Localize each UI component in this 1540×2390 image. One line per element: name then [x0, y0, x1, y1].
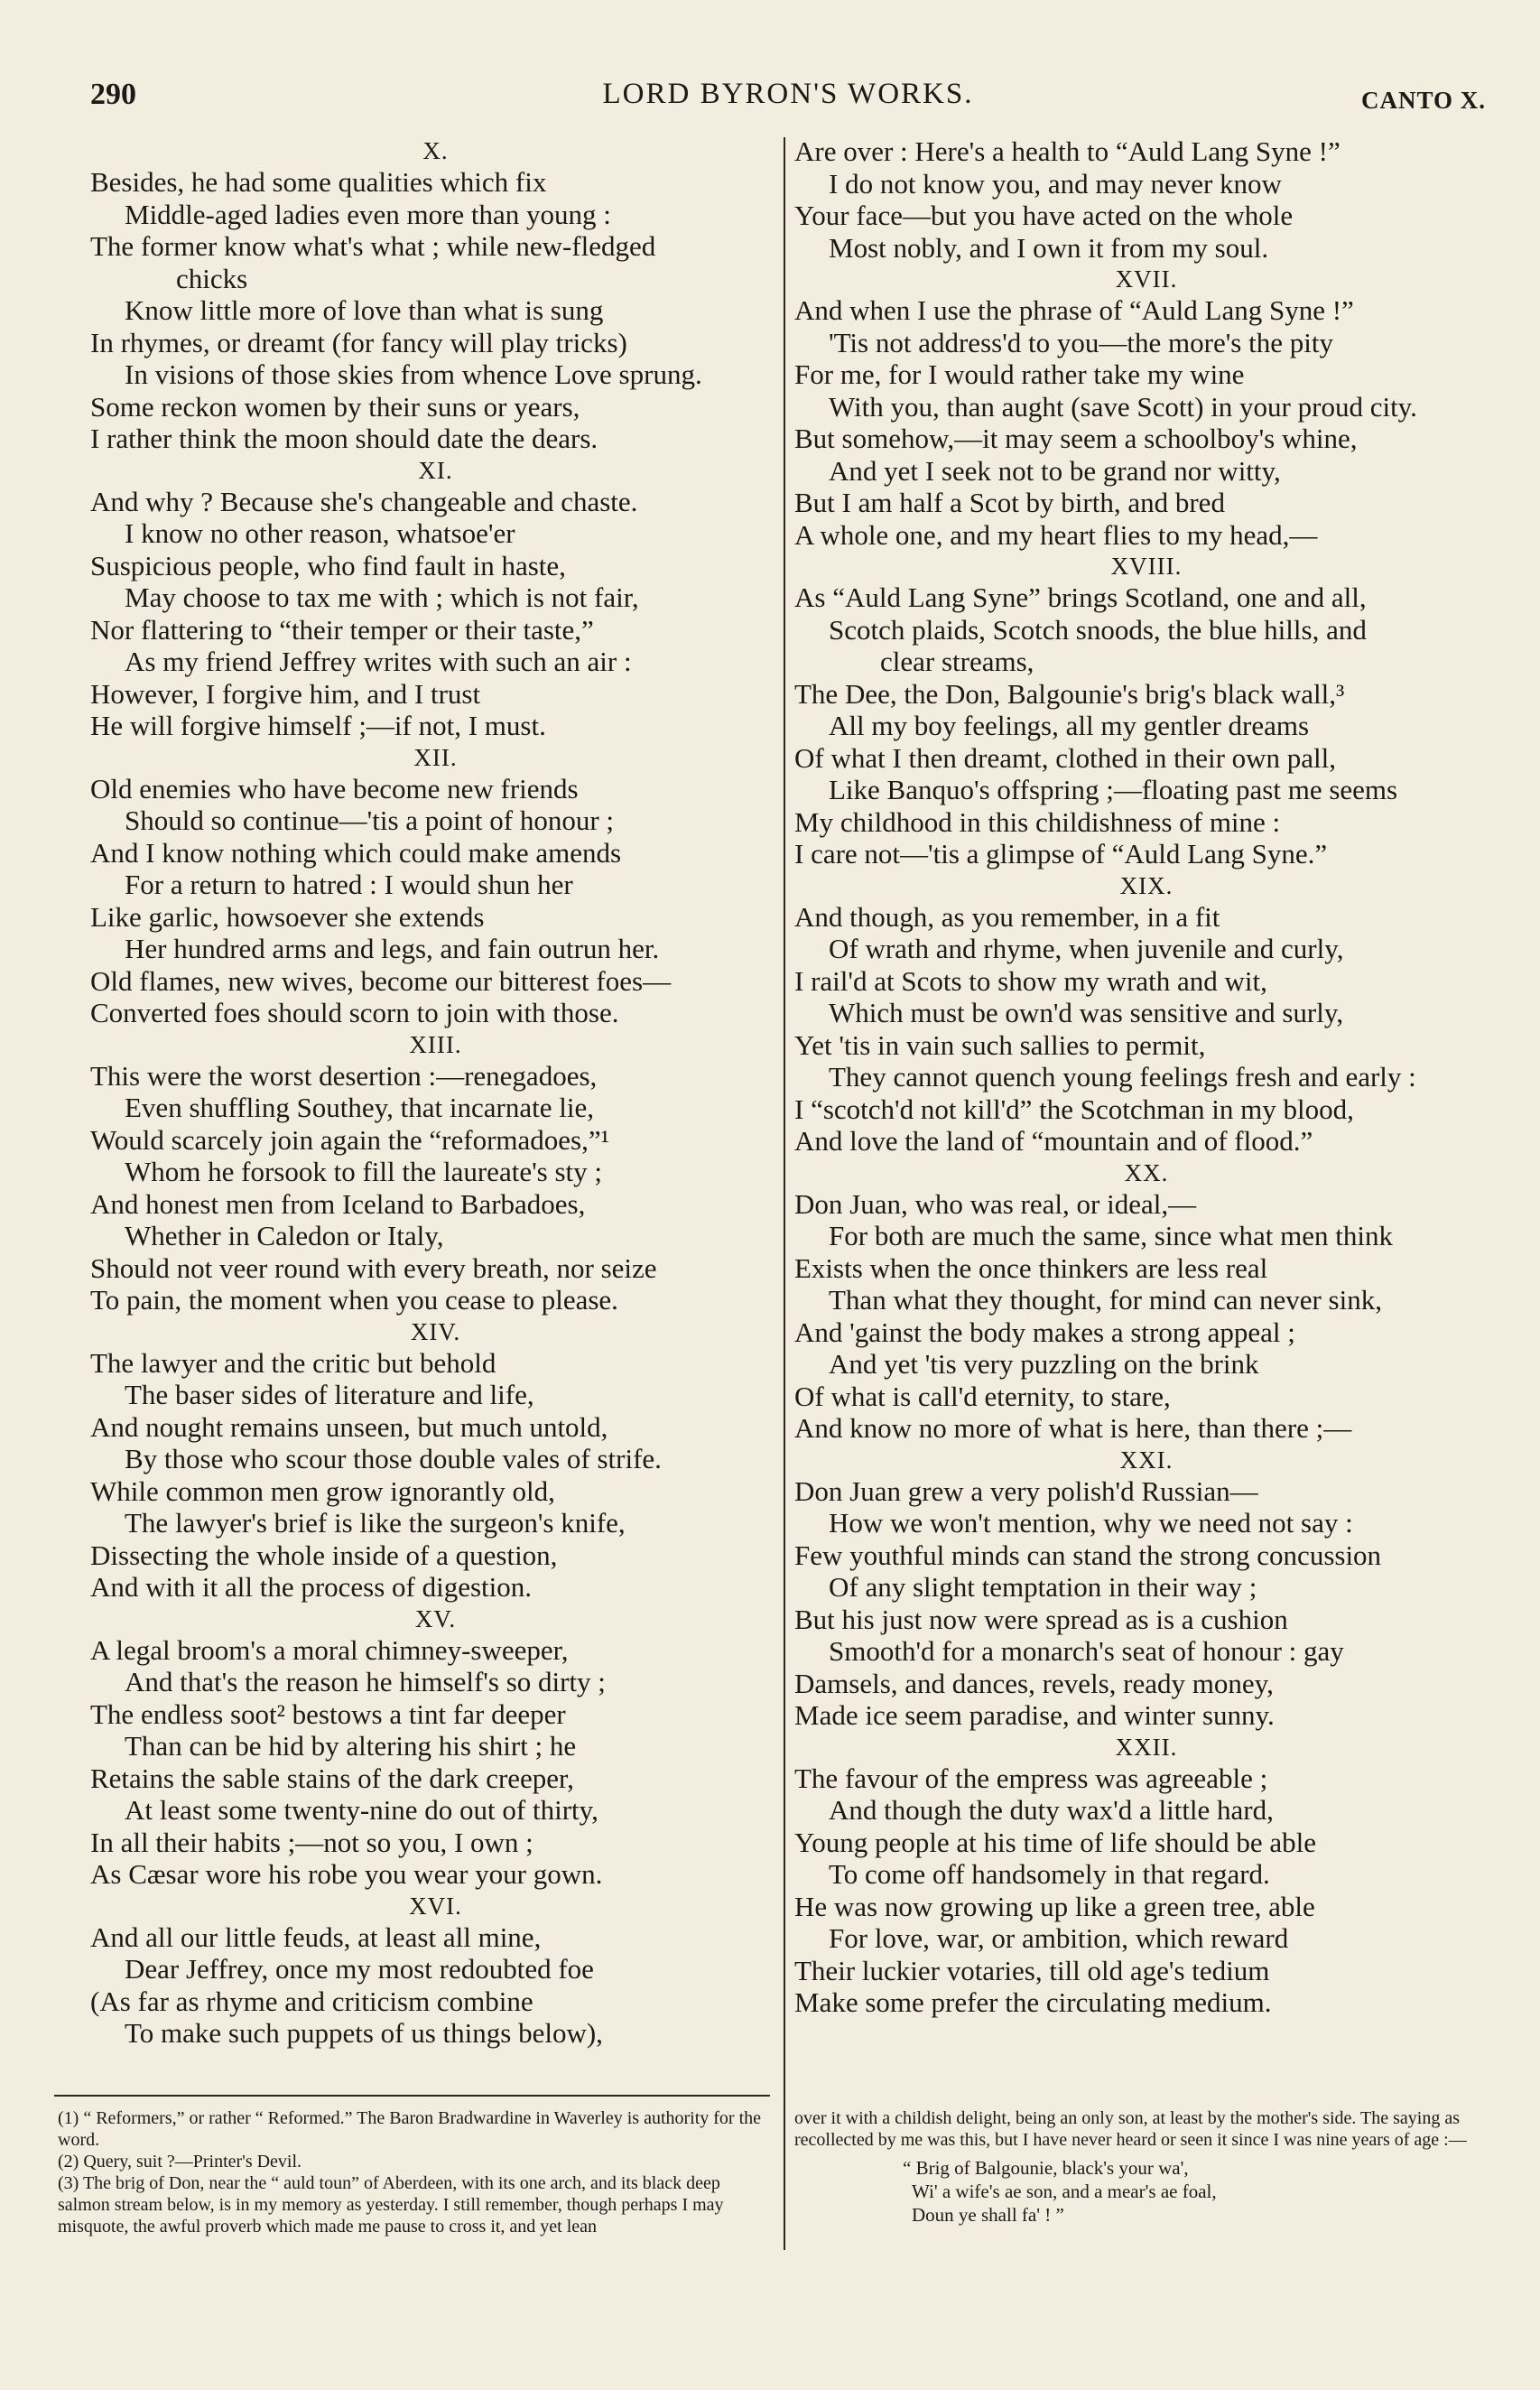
footnotes-right: [794, 2107, 1508, 2227]
verse-line: Which must be own'd was sensitive and surly,: [829, 997, 1344, 1028]
verse-line: Yet 'tis in vain such sallies to permit,: [794, 1028, 1206, 1061]
verse-line: (As far as rhyme and criticism combine: [90, 1985, 533, 2017]
verse-line: Of any slight temptation in their way ;: [829, 1571, 1257, 1603]
stanza-number: XVIII.: [1110, 553, 1183, 580]
verse-line: A legal broom's a moral chimney-sweeper,: [90, 1633, 569, 1666]
verse-line: Made ice seem paradise, and winter sunny.: [794, 1699, 1275, 1731]
stanza-number: XX.: [1124, 1158, 1169, 1186]
verse-line: And yet 'tis very puzzling on the brink: [829, 1348, 1259, 1380]
verse-line: To come off handsomely in that regard.: [829, 1858, 1270, 1890]
verse-line: And why ? Because she's changeable and chaste.: [90, 485, 638, 517]
verse-line: But his just now were spread as is a cushion: [794, 1603, 1288, 1635]
verse-line: Whether in Caledon or Italy,: [125, 1220, 444, 1251]
verse-line: Whom he forsook to fill the laureate's sty ;: [125, 1156, 603, 1187]
verse-line: I “scotch'd not kill'd” the Scotchman in my blood,: [794, 1093, 1354, 1125]
verse-line: As “Auld Lang Syne” brings Scotland, one and all,: [794, 581, 1367, 613]
verse-line: Don Juan grew a very polish'd Russian—: [794, 1474, 1258, 1507]
verse-line: In rhymes, or dreamt (for fancy will play tricks): [90, 326, 627, 358]
verse-line: As my friend Jeffrey writes with such an air :: [125, 646, 632, 677]
verse-line: 'Tis not address'd to you—the more's the pity: [829, 326, 1333, 358]
verse-line: To make such puppets of us things below),: [125, 2017, 603, 2049]
verse-line: Their luckier votaries, till old age's tedium: [794, 1954, 1270, 1986]
verse-line: The Dee, the Don, Balgounie's brig's black wall,³: [794, 677, 1345, 710]
verse-line: With you, than aught (save Scott) in your proud city.: [829, 390, 1417, 423]
verse-line: Retains the sable stains of the dark creeper,: [90, 1762, 574, 1794]
verse-line: Doun ye shall fa' ! ”: [912, 2204, 1064, 2226]
verse-line: For love, war, or ambition, which reward: [829, 1922, 1289, 1954]
verse-line: In all their habits ;—not so you, I own ;: [90, 1826, 533, 1858]
verse-line: And honest men from Iceland to Barbadoes,: [90, 1187, 586, 1220]
verse-line: He was now growing up like a green tree, able: [794, 1890, 1315, 1922]
verse-line: I care not—'tis a glimpse of “Auld Lang Syne.”: [794, 838, 1328, 870]
left-column: [90, 135, 781, 2050]
verse-line: And nought remains unseen, but much untold,: [90, 1410, 608, 1443]
verse-line: Smooth'd for a monarch's seat of honour : gay: [829, 1635, 1344, 1667]
verse-line: Few youthful minds can stand the strong concussion: [794, 1539, 1382, 1571]
verse-line: Of wrath and rhyme, when juvenile and curly,: [829, 933, 1344, 964]
verse-line: However, I forgive him, and I trust: [90, 677, 481, 710]
verse-line: Than can be hid by altering his shirt ; he: [125, 1730, 577, 1762]
verse-line: Your face—but you have acted on the whole: [794, 200, 1294, 231]
verse-line: Her hundred arms and legs, and fain outrun her.: [125, 933, 660, 964]
verse-line: My childhood in this childishness of mine :: [794, 805, 1281, 838]
verse-line: The former know what's what ; while new-fledged: [90, 230, 656, 262]
verse-line: Some reckon women by their suns or years,: [90, 390, 580, 423]
verse-line: Suspicious people, who find fault in haste,: [90, 549, 566, 581]
verse-line: Middle-aged ladies even more than young :: [125, 198, 611, 230]
verse-line: And with it all the process of digestion.: [90, 1571, 533, 1603]
verse-line: And 'gainst the body makes a strong appeal ;: [794, 1316, 1295, 1348]
footnote-rule: [54, 2095, 770, 2097]
stanza-number: XII.: [413, 743, 458, 771]
verse-line: They cannot quench young feelings fresh and early :: [829, 1061, 1416, 1093]
footnote-verse: [794, 2156, 1508, 2227]
verse-line: To pain, the moment when you cease to please.: [90, 1284, 618, 1316]
page-number: 290: [90, 78, 136, 111]
verse-line: The favour of the empress was agreeable ;: [794, 1762, 1268, 1794]
verse-line: clear streams,: [880, 646, 1034, 677]
verse-line: For a return to hatred : I would shun her: [125, 869, 573, 900]
stanza-number: XIII.: [409, 1030, 462, 1058]
verse-line: Nor flattering to “their temper or their taste,”: [90, 613, 594, 646]
verse-line: At least some twenty-nine do out of thirty,: [125, 1794, 598, 1826]
stanza-number: XVII.: [1115, 265, 1178, 293]
verse-line: Besides, he had some qualities which fix: [90, 166, 547, 198]
verse-line: Most nobly, and I own it from my soul.: [829, 231, 1269, 264]
verse-line: And that's the reason he himself's so dirty ;: [125, 1666, 606, 1697]
verse-line: Would scarcely join again the “reformadoes,”¹: [90, 1123, 609, 1156]
verse-line: I do not know you, and may never know: [829, 167, 1282, 200]
verse-line: But somehow,—it may seem a schoolboy's whine,: [794, 423, 1358, 454]
verse-line: Dissecting the whole inside of a question,: [90, 1539, 558, 1571]
verse-line: Are over : Here's a health to “Auld Lang Syne !”: [794, 135, 1341, 167]
verse-line: In visions of those skies from whence Love sprung.: [125, 358, 702, 390]
verse-line: Than what they thought, for mind can never sink,: [829, 1284, 1382, 1316]
footnote-2: (2) Query, suit ?—Printer's Devil.: [58, 2152, 302, 2171]
verse-line: Like Banquo's offspring ;—floating past me seems: [829, 774, 1398, 805]
verse-line: Scotch plaids, Scotch snoods, the blue hills, and: [829, 613, 1367, 646]
verse-line: For both are much the same, since what men think: [829, 1220, 1394, 1251]
footnote-3-continued: over it with a childish delight, being an only son, at least by the mother's side. The saying as recollected by me was this, but I have never heard or seen it since I was nine years of age :—: [794, 2108, 1467, 2150]
verse-line: The endless soot² bestows a tint far deeper: [90, 1697, 566, 1730]
stanza-number: XV.: [414, 1604, 457, 1632]
verse-line: While common men grow ignorantly old,: [90, 1474, 555, 1507]
stanza-number: XIX.: [1119, 871, 1174, 899]
verse-line: And know no more of what is here, than there ;—: [794, 1412, 1352, 1444]
page-header: [90, 78, 1486, 123]
verse-line: Know little more of love than what is sung: [125, 294, 604, 326]
verse-line: The baser sides of literature and life,: [125, 1379, 534, 1410]
verse-line: By those who scour those double vales of strife.: [125, 1443, 662, 1474]
verse-line: And when I use the phrase of “Auld Lang Syne !”: [794, 294, 1354, 326]
verse-line: And though, as you remember, in a fit: [794, 900, 1220, 933]
verse-line: Of what is call'd eternity, to stare,: [794, 1380, 1171, 1412]
verse-line: And yet I seek not to be grand nor witty,: [829, 454, 1281, 487]
verse-line: Don Juan, who was real, or ideal,—: [794, 1187, 1197, 1220]
verse-line: And love the land of “mountain and of flood.”: [794, 1125, 1313, 1157]
verse-line: chicks: [176, 262, 248, 294]
verse-line: Should not veer round with every breath, nor seize: [90, 1251, 657, 1284]
verse-line: I know no other reason, whatsoe'er: [125, 517, 515, 549]
verse-line: This were the worst desertion :—renegadoes,: [90, 1059, 598, 1092]
verse-line: The lawyer and the critic but behold: [90, 1346, 496, 1379]
verse-line: He will forgive himself ;—if not, I must.: [90, 710, 546, 741]
verse-line: The lawyer's brief is like the surgeon's knife,: [125, 1507, 626, 1539]
verse-line: Damsels, and dances, revels, ready money,: [794, 1667, 1274, 1699]
right-column: [794, 135, 1498, 2019]
stanza-number: XXI.: [1119, 1446, 1174, 1474]
running-title: LORD BYRON'S WORKS.: [602, 78, 974, 110]
column-divider: [784, 137, 785, 2250]
verse-line: But I am half a Scot by birth, and bred: [794, 487, 1225, 518]
verse-line: A whole one, and my heart flies to my head,—: [794, 518, 1318, 551]
verse-line: Old flames, new wives, become our bitterest foes—: [90, 964, 672, 997]
verse-line: Dear Jeffrey, once my most redoubted foe: [125, 1953, 594, 1985]
footnote-1: (1) “ Reformers,” or rather “ Reformed.” The Baron Bradwardine in Waverley is authority for the word.: [58, 2108, 762, 2150]
verse-line: Make some prefer the circulating medium.: [794, 1986, 1272, 2018]
stanza-number: X.: [422, 137, 449, 164]
stanza-number: XI.: [418, 456, 453, 484]
verse-line: Of what I then dreamt, clothed in their own pall,: [794, 741, 1337, 774]
verse-line: And I know nothing which could make amends: [90, 836, 622, 869]
verse-line: Converted foes should scorn to join with those.: [90, 997, 619, 1028]
canto-label: CANTO X.: [1360, 87, 1486, 114]
stanza-number: XIV.: [410, 1317, 461, 1345]
verse-line: I rail'd at Scots to show my wrath and wit,: [794, 964, 1267, 997]
verse-line: All my boy feelings, all my gentler dreams: [829, 710, 1310, 741]
verse-line: How we won't mention, why we need not say :: [829, 1507, 1353, 1539]
verse-line: Even shuffling Southey, that incarnate lie,: [125, 1092, 594, 1123]
verse-line: Wi' a wife's ae son, and a mear's ae foal,: [912, 2181, 1217, 2202]
verse-line: “ Brig of Balgounie, black's your wa',: [903, 2157, 1189, 2179]
verse-line: Should so continue—'tis a point of honour ;: [125, 804, 615, 836]
verse-line: Old enemies who have become new friends: [90, 772, 579, 804]
stanza-number: XXII.: [1115, 1733, 1178, 1761]
footnote-3: (3) The brig of Don, near the “ auld toun” of Aberdeen, with its one arch, and its black deep salmon stream below, is in my memory as yesterday. I still remember, though perhaps I may misquote, the awful proverb which made me pause to cross it, and yet lean: [58, 2173, 724, 2237]
verse-line: As Cæsar wore his robe you wear your gown.: [90, 1858, 603, 1890]
verse-line: And though the duty wax'd a little hard,: [829, 1794, 1274, 1826]
footnotes-left: [58, 2107, 771, 2237]
verse-line: Young people at his time of life should be able: [794, 1826, 1317, 1858]
verse-line: For me, for I would rather take my wine: [794, 358, 1245, 390]
verse-line: And all our little feuds, at least all mine,: [90, 1920, 542, 1953]
verse-line: Exists when the once thinkers are less real: [794, 1251, 1268, 1284]
verse-line: I rather think the moon should date the dears.: [90, 423, 598, 454]
verse-line: Like garlic, howsoever she extends: [90, 900, 485, 933]
verse-line: May choose to tax me with ; which is not fair,: [125, 581, 639, 613]
stanza-number: XVI.: [409, 1892, 462, 1920]
